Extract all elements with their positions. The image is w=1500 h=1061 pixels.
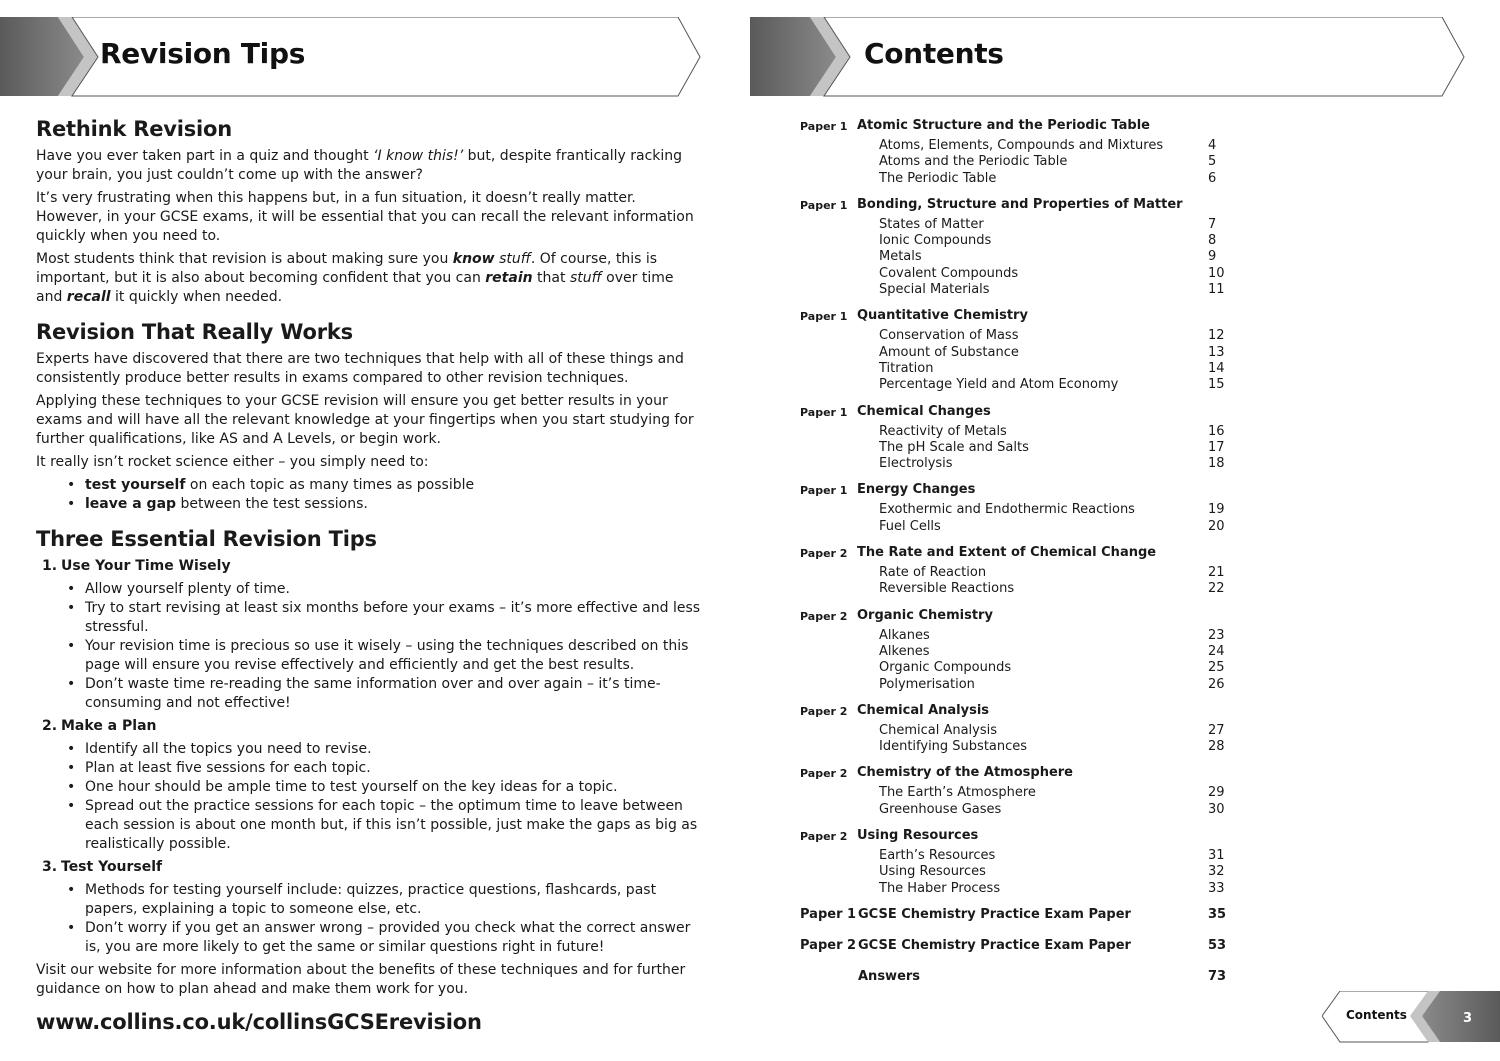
section-heading: Three Essential Revision Tips bbox=[36, 527, 377, 551]
toc-entry[interactable] bbox=[800, 440, 1230, 456]
toc-section bbox=[800, 828, 1230, 897]
toc-entry[interactable] bbox=[800, 581, 1230, 597]
footer-page-tab bbox=[1322, 991, 1500, 1043]
bullet-text: Identify all the topics you need to revise. bbox=[85, 741, 372, 757]
bullet-list bbox=[36, 476, 704, 514]
paragraph: It’s very frustrating when this happens but, in a fun situation, it doesn’t really matter. However, in your GCSE exams, it will be essential that you can recall the relevant information quickly when you need to. bbox=[36, 190, 694, 244]
toc-entry-page: 53 bbox=[1208, 937, 1227, 953]
tip-title: Use Your Time Wisely bbox=[61, 558, 231, 574]
toc-section-heading[interactable] bbox=[800, 608, 1230, 626]
toc-entry-title: GCSE Chemistry Practice Exam Paper bbox=[858, 937, 1131, 953]
bullet-icon: • bbox=[67, 920, 76, 936]
toc-section-heading[interactable] bbox=[800, 545, 1230, 563]
toc-entry-page: 24 bbox=[1208, 643, 1225, 659]
toc-paper-label: Paper 2 bbox=[800, 830, 848, 844]
toc-entry[interactable] bbox=[800, 864, 1230, 880]
toc-entry[interactable] bbox=[800, 154, 1230, 170]
toc-section bbox=[800, 765, 1230, 818]
toc-paper-label: Paper 1 bbox=[800, 310, 848, 324]
toc-entry-title: GCSE Chemistry Practice Exam Paper bbox=[858, 906, 1131, 922]
toc-entry-title: Amount of Substance bbox=[879, 344, 1019, 360]
toc-entry-title: Exothermic and Endothermic Reactions bbox=[879, 502, 1135, 518]
bullet-icon: • bbox=[67, 676, 76, 692]
tip-heading bbox=[42, 717, 704, 736]
bullet-icon: • bbox=[67, 779, 76, 795]
bullet-icon: • bbox=[67, 600, 76, 616]
list-item bbox=[36, 599, 704, 637]
toc-entry-page: 17 bbox=[1208, 439, 1225, 455]
tip-number: 3. bbox=[42, 859, 58, 875]
toc-entry-title: Earth’s Resources bbox=[879, 848, 996, 864]
tip-heading bbox=[42, 858, 704, 877]
list-item bbox=[36, 778, 704, 797]
list-item bbox=[36, 919, 704, 957]
toc-entry-page: 16 bbox=[1208, 423, 1225, 439]
toc-entry-title: Ionic Compounds bbox=[879, 233, 992, 249]
toc-entry[interactable] bbox=[800, 233, 1230, 249]
revision-tips-content bbox=[36, 116, 704, 1032]
toc-section-title: Chemical Changes bbox=[857, 403, 991, 419]
toc-section-title: The Rate and Extent of Chemical Change bbox=[857, 545, 1157, 561]
list-item bbox=[36, 740, 704, 759]
toc-entry-page: 15 bbox=[1208, 377, 1225, 393]
paragraph: Experts have discovered that there are two techniques that help with all of these things and consistently produce better results in exams compared to other revision techniques. bbox=[36, 351, 684, 386]
paragraph: It really isn’t rocket science either – you simply need to: bbox=[36, 454, 429, 470]
toc-paper-label: Paper 2 bbox=[800, 704, 848, 718]
toc-section-title: Organic Chemistry bbox=[857, 607, 993, 623]
toc-section bbox=[800, 308, 1230, 393]
toc-section bbox=[800, 545, 1230, 598]
toc-section-title: Quantitative Chemistry bbox=[857, 308, 1028, 324]
toc-entry[interactable] bbox=[800, 644, 1230, 660]
toc-entry[interactable] bbox=[800, 723, 1230, 739]
toc-entry-page: 4 bbox=[1208, 138, 1217, 153]
tip-heading bbox=[42, 557, 704, 576]
toc-section-title: Atomic Structure and the Periodic Table bbox=[857, 118, 1150, 133]
toc-entry-title: Greenhouse Gases bbox=[879, 801, 1002, 817]
toc-paper-label: Paper 2 bbox=[800, 767, 848, 781]
toc-section bbox=[800, 482, 1230, 535]
toc-entry[interactable] bbox=[800, 660, 1230, 676]
toc-entry[interactable] bbox=[800, 628, 1230, 644]
toc-entry-page: 21 bbox=[1208, 565, 1225, 581]
toc-entry[interactable] bbox=[800, 171, 1230, 187]
toc-entry-title: Polymerisation bbox=[879, 676, 975, 692]
toc-entry-title: Covalent Compounds bbox=[879, 265, 1019, 281]
closing-paragraph: Visit our website for more information about the benefits of these techniques and for further guidance on how to plan ahead and make them work for you. bbox=[36, 962, 686, 997]
toc-section-heading[interactable] bbox=[800, 404, 1230, 422]
section-heading: Rethink Revision bbox=[36, 117, 233, 141]
toc-entry-title: Alkenes bbox=[879, 643, 930, 659]
bullet-text: Plan at least five sessions for each topic. bbox=[85, 760, 371, 776]
bullet-text: Spread out the practice sessions for each topic – the optimum time to leave between each session is about one month but, if this isn’t possible, just make the gaps as big as realistically possible. bbox=[85, 798, 698, 852]
footer-label: Contents bbox=[1346, 1008, 1407, 1022]
bullet-text: Allow yourself plenty of time. bbox=[85, 581, 290, 597]
toc-entry-title: The Periodic Table bbox=[879, 170, 997, 186]
toc-section-title: Energy Changes bbox=[857, 482, 976, 498]
tip-title: Make a Plan bbox=[61, 718, 157, 734]
toc-entry[interactable] bbox=[800, 138, 1230, 154]
paragraph: Applying these techniques to your GCSE revision will ensure you get better results in your exams and will have all the relevant knowledge at your fingertips when you start studying for further qualifications, like AS and A Levels, or begin work. bbox=[36, 393, 694, 447]
toc-entry-page: 22 bbox=[1208, 581, 1225, 597]
paragraph: Have you ever taken part in a quiz and thought ‘I know this!’ but, despite frantically racking your brain, you just couldn’t come up with the answer? bbox=[36, 148, 683, 183]
toc-entry-page: 28 bbox=[1208, 739, 1225, 755]
toc-entry[interactable] bbox=[800, 677, 1230, 693]
toc-section-heading[interactable] bbox=[800, 703, 1230, 721]
website-url[interactable]: www.collins.co.uk/collinsGCSErevision bbox=[36, 1010, 482, 1034]
toc-entry-title: States of Matter bbox=[879, 216, 984, 232]
toc-extra-entry[interactable] bbox=[800, 969, 1230, 1000]
bullet-text: Methods for testing yourself include: quizzes, practice questions, flashcards, past papers, explaining a topic to someone else, etc. bbox=[85, 882, 657, 917]
list-item bbox=[36, 797, 704, 854]
toc-entry-title: Atoms, Elements, Compounds and Mixtures bbox=[879, 138, 1164, 153]
toc-entry-title: Reversible Reactions bbox=[879, 581, 1015, 597]
toc-entry-page: 11 bbox=[1208, 282, 1225, 298]
bullet-icon: • bbox=[67, 798, 76, 814]
toc-section-title: Chemistry of the Atmosphere bbox=[857, 765, 1073, 781]
toc-entry[interactable] bbox=[800, 345, 1230, 361]
toc-section-heading[interactable] bbox=[800, 828, 1230, 846]
toc-entry-page: 23 bbox=[1208, 627, 1225, 643]
toc-entry-title: Metals bbox=[879, 249, 922, 265]
toc-paper-label: Paper 2 bbox=[800, 547, 848, 561]
toc-entry-page: 6 bbox=[1208, 170, 1217, 186]
toc-entry-title: Atoms and the Periodic Table bbox=[879, 154, 1068, 170]
toc-entry[interactable] bbox=[800, 502, 1230, 518]
toc-paper-label: Paper 2 bbox=[800, 609, 848, 623]
toc-entry[interactable] bbox=[800, 424, 1230, 440]
toc-entry[interactable] bbox=[800, 249, 1230, 265]
tip-title: Test Yourself bbox=[61, 859, 163, 875]
list-item bbox=[36, 637, 704, 675]
bullet-text: Try to start revising at least six months before your exams – it’s more effective and less stressful. bbox=[85, 600, 701, 635]
list-item: • leave a gap between the test sessions. bbox=[67, 496, 368, 512]
toc-entry-page: 73 bbox=[1208, 968, 1227, 984]
toc-entry-page: 18 bbox=[1208, 456, 1225, 472]
bullet-text: Don’t worry if you get an answer wrong – provided you check what the correct answer is, you are more likely to get the same or similar questions right in future! bbox=[85, 920, 691, 955]
toc-section-heading[interactable] bbox=[800, 118, 1230, 136]
toc-section bbox=[800, 118, 1230, 187]
toc-entry-title: Percentage Yield and Atom Economy bbox=[879, 377, 1119, 393]
bullet-icon: • bbox=[67, 581, 76, 597]
toc-entry-title: Electrolysis bbox=[879, 456, 953, 472]
bullet-list bbox=[36, 881, 704, 957]
toc-entry-page: 25 bbox=[1208, 660, 1225, 676]
toc-entry-page: 31 bbox=[1208, 848, 1225, 864]
table-of-contents bbox=[800, 118, 1230, 1000]
bullet-icon: • bbox=[67, 638, 76, 654]
toc-section-title: Bonding, Structure and Properties of Matter bbox=[857, 196, 1183, 212]
toc-entry-title: Identifying Substances bbox=[879, 739, 1028, 755]
toc-entry[interactable] bbox=[800, 739, 1230, 755]
tip-number: 1. bbox=[42, 558, 58, 574]
toc-entry-title: Fuel Cells bbox=[879, 518, 941, 534]
toc-entry[interactable] bbox=[800, 848, 1230, 864]
toc-entry-page: 35 bbox=[1208, 906, 1227, 922]
toc-entry-page: 26 bbox=[1208, 676, 1225, 692]
toc-entry-page: 7 bbox=[1208, 216, 1217, 232]
toc-entry-page: 8 bbox=[1208, 233, 1217, 249]
toc-extra-entry[interactable] bbox=[800, 907, 1230, 938]
toc-paper-label: Paper 1 bbox=[800, 198, 848, 212]
toc-paper-label: Paper 1 bbox=[800, 906, 857, 922]
list-item: • test yourself on each topic as many times as possible bbox=[67, 477, 475, 493]
toc-paper-label: Paper 1 bbox=[800, 120, 848, 133]
toc-entry-title: Chemical Analysis bbox=[879, 722, 998, 738]
toc-entry-title: The Haber Process bbox=[879, 880, 1001, 896]
contents-banner bbox=[750, 17, 1466, 97]
bullet-icon: • bbox=[67, 496, 76, 512]
toc-entry[interactable] bbox=[800, 217, 1230, 233]
toc-entry-title: Titration bbox=[879, 360, 934, 376]
revision-tips-banner bbox=[0, 17, 702, 97]
toc-entry-page: 19 bbox=[1208, 502, 1225, 518]
toc-section bbox=[800, 608, 1230, 693]
toc-section-heading[interactable] bbox=[800, 308, 1230, 326]
toc-section-heading[interactable] bbox=[800, 482, 1230, 500]
toc-entry[interactable] bbox=[800, 785, 1230, 801]
banner-shape bbox=[750, 17, 1466, 97]
toc-entry-title: The Earth’s Atmosphere bbox=[879, 785, 1036, 801]
toc-entry-title: Using Resources bbox=[879, 864, 986, 880]
section-heading: Revision That Really Works bbox=[36, 320, 353, 344]
bullet-icon: • bbox=[67, 477, 76, 493]
toc-entry[interactable] bbox=[800, 266, 1230, 282]
tip-number: 2. bbox=[42, 718, 58, 734]
toc-entry[interactable] bbox=[800, 565, 1230, 581]
toc-entry[interactable] bbox=[800, 377, 1230, 393]
bullet-icon: • bbox=[67, 882, 76, 898]
toc-entry-title: Rate of Reaction bbox=[879, 565, 987, 581]
toc-entry-page: 12 bbox=[1208, 328, 1225, 344]
toc-paper-label: Paper 2 bbox=[800, 937, 857, 953]
toc-entry[interactable] bbox=[800, 361, 1230, 377]
toc-paper-label: Paper 1 bbox=[800, 405, 848, 419]
list-item bbox=[36, 675, 704, 713]
toc-entry-page: 29 bbox=[1208, 785, 1225, 801]
toc-entry-page: 5 bbox=[1208, 154, 1217, 170]
toc-entry-page: 10 bbox=[1208, 265, 1225, 281]
toc-entry[interactable] bbox=[800, 802, 1230, 818]
toc-section bbox=[800, 703, 1230, 756]
toc-entry-page: 30 bbox=[1208, 801, 1225, 817]
toc-entry[interactable] bbox=[800, 519, 1230, 535]
list-item bbox=[36, 580, 704, 599]
toc-entry-page: 27 bbox=[1208, 722, 1225, 738]
bullet-text: One hour should be ample time to test yourself on the key ideas for a topic. bbox=[85, 779, 618, 795]
toc-entry-page: 32 bbox=[1208, 864, 1225, 880]
toc-section-title: Using Resources bbox=[857, 828, 979, 844]
toc-entry[interactable] bbox=[800, 881, 1230, 897]
toc-section-heading[interactable] bbox=[800, 765, 1230, 783]
bullet-text: Your revision time is precious so use it wisely – using the techniques described on this page will ensure you revise effectively and efficiently and get the best results. bbox=[85, 638, 689, 673]
toc-entry-title: Alkanes bbox=[879, 627, 930, 643]
toc-entry-page: 20 bbox=[1208, 518, 1225, 534]
toc-entry[interactable] bbox=[800, 282, 1230, 298]
toc-entry-title: Answers bbox=[858, 968, 921, 984]
page-number: 3 bbox=[1463, 1011, 1473, 1026]
bullet-list bbox=[36, 580, 704, 713]
toc-entry-page: 33 bbox=[1208, 880, 1225, 896]
bullet-icon: • bbox=[67, 741, 76, 757]
toc-entry-title: The pH Scale and Salts bbox=[879, 439, 1029, 455]
toc-entry-title: Special Materials bbox=[879, 282, 990, 298]
paragraph: Most students think that revision is about making sure you know stuff. Of course, this is important, but it is also about becoming confident that you can retain that stuff over time and recall it quickly when needed. bbox=[36, 251, 674, 305]
list-item bbox=[36, 881, 704, 919]
tips-list bbox=[36, 557, 704, 957]
bullet-icon: • bbox=[67, 760, 76, 776]
toc-entry-title: Reactivity of Metals bbox=[879, 423, 1007, 439]
toc-entry-page: 14 bbox=[1208, 360, 1225, 376]
bullet-text: Don’t waste time re-reading the same information over and over again – it’s time-consuming and not effective! bbox=[85, 676, 661, 711]
page-title: Revision Tips bbox=[100, 37, 306, 70]
toc-entry-title: Organic Compounds bbox=[879, 660, 1012, 676]
page-title: Contents bbox=[864, 37, 1004, 70]
toc-entry[interactable] bbox=[800, 456, 1230, 472]
toc-entry-page: 13 bbox=[1208, 344, 1225, 360]
toc-extra-entry[interactable] bbox=[800, 938, 1230, 969]
toc-paper-label: Paper 1 bbox=[800, 484, 848, 498]
bullet-list bbox=[36, 740, 704, 854]
toc-entry[interactable] bbox=[800, 328, 1230, 344]
list-item bbox=[36, 759, 704, 778]
toc-section bbox=[800, 404, 1230, 473]
toc-section bbox=[800, 197, 1230, 298]
toc-entry-title: Conservation of Mass bbox=[879, 328, 1019, 344]
toc-entry-page: 9 bbox=[1208, 249, 1217, 265]
toc-section-heading[interactable] bbox=[800, 197, 1230, 215]
toc-section-title: Chemical Analysis bbox=[857, 702, 990, 718]
